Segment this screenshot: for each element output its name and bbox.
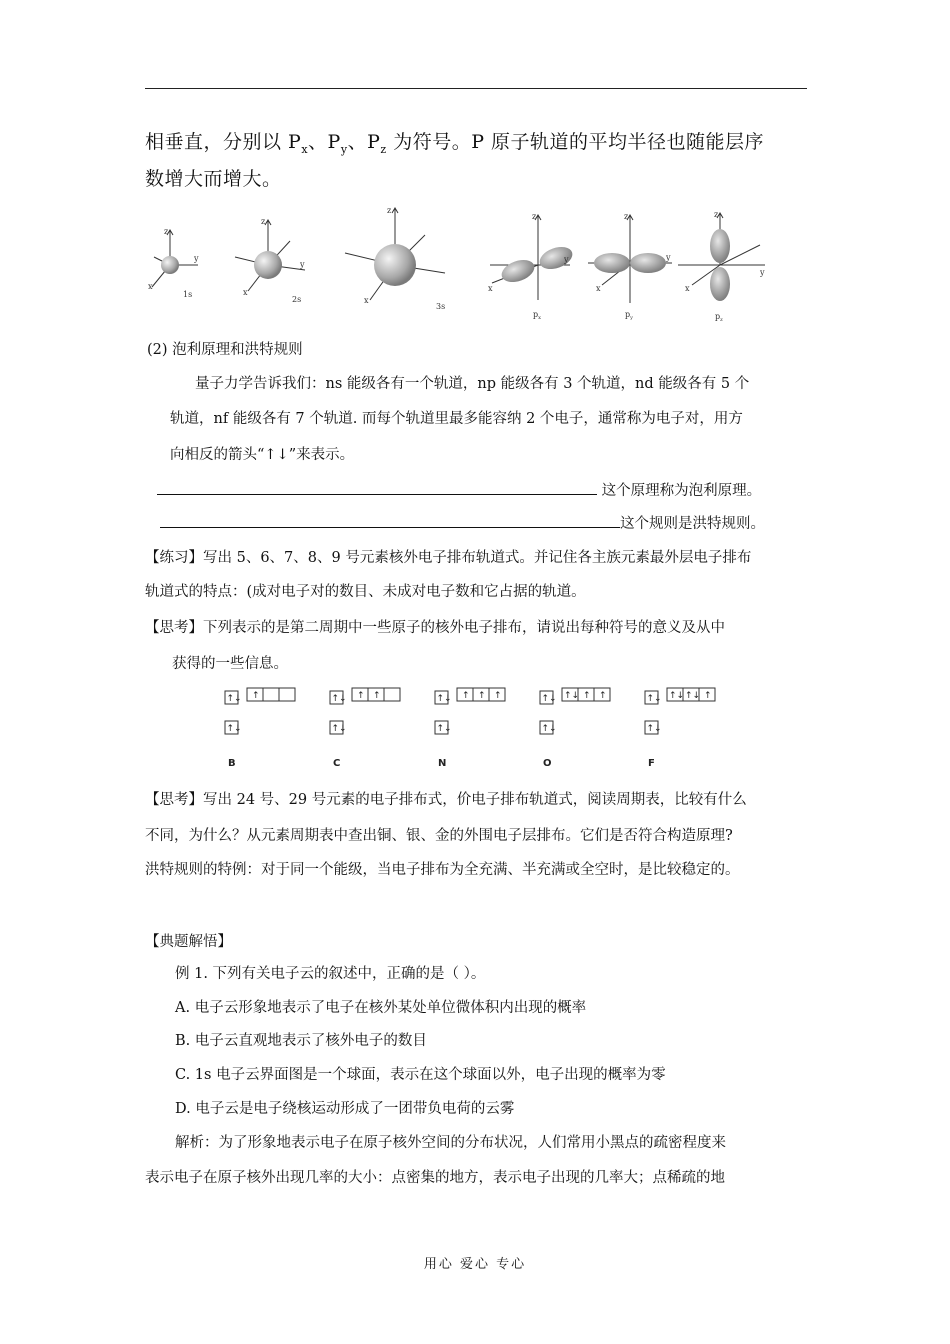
svg-text:x: x <box>148 282 153 291</box>
option-c: C. 1s 电子云界面图是一个球面，表示在这个球面以外，电子出现的概率为零 <box>175 1067 666 1083</box>
svg-text:x: x <box>596 284 601 293</box>
option-a: A. 电子云形象地表示了电子在核外某处单位微体积内出现的概率 <box>175 1000 587 1016</box>
svg-text:z: z <box>261 217 266 226</box>
p-electron: ↑ <box>704 691 712 701</box>
svg-text:x: x <box>685 284 690 293</box>
svg-text:y: y <box>300 260 305 269</box>
answer-blank-1[interactable] <box>157 480 597 495</box>
element-label: O <box>543 758 552 769</box>
element-label: N <box>438 758 447 769</box>
arrow-pair: ↑↓ <box>646 724 662 734</box>
p-box <box>279 688 295 701</box>
arrow-pair: ↑↓ <box>331 724 347 734</box>
practice-line-2: 轨道式的特点：(成对电子对的数目、未成对电子数和它占据的轨道。 <box>145 584 586 600</box>
p-electron: ↑ <box>478 691 486 701</box>
para-line-2: 轨道，nf 能级各有 7 个轨道. 而每个轨道里最多能容纳 2 个电子，通常称为电子对，用方 <box>170 411 743 427</box>
practice-line-1: 【练习】写出 5、6、7、8、9 号元素核外电子排布轨道式。并记住各主族元素最外层电子排布 <box>145 550 752 566</box>
p-electron: ↑↓ <box>669 691 685 701</box>
p-electron: ↑ <box>583 691 591 701</box>
p-electron: ↑ <box>599 691 607 701</box>
orbital-diagram-O <box>540 688 610 769</box>
label-py: $p_y$ <box>625 310 633 321</box>
svg-text:y: y <box>760 268 765 277</box>
intro-line-2: 数增大而增大。 <box>145 168 282 190</box>
header-rule <box>145 88 807 89</box>
think2-line-3: 洪特规则的特例：对于同一个能级，当电子排布为全充满、半充满或全空时，是比较稳定的。 <box>145 862 740 878</box>
orbital-shapes-figure <box>140 205 780 330</box>
p-box <box>263 688 279 701</box>
arrow-pair: ↑↓ <box>436 694 452 704</box>
orbital-box-diagrams <box>215 686 755 776</box>
label-1s: 1s <box>183 290 193 299</box>
page-footer: 用心 爱心 专心 <box>423 1257 527 1272</box>
hund-blank-line: 这个规则是洪特规则。 <box>160 512 765 533</box>
arrow-pair: ↑↓ <box>226 694 242 704</box>
orbital-diagram-F <box>645 688 715 769</box>
p-electron: ↑↓ <box>685 691 701 701</box>
p-electron: ↑ <box>252 691 260 701</box>
label-2s: 2s <box>292 295 302 304</box>
svg-text:y: y <box>564 255 569 264</box>
analysis-line-2: 表示电子在原子核外出现几率的大小：点密集的地方，表示电子出现的几率大；点稀疏的地 <box>145 1170 725 1186</box>
label-px: $p_x$ <box>533 310 541 321</box>
label-3s: 3s <box>436 302 446 311</box>
pauli-blank-line: 这个原理称为泡利原理。 <box>157 479 761 500</box>
svg-text:z: z <box>387 206 392 215</box>
para-line-1: 量子力学告诉我们：ns 能级各有一个轨道，np 能级各有 3 个轨道，nd 能级各有 5 个 <box>195 376 750 392</box>
svg-text:z: z <box>714 210 719 219</box>
p-electron: ↑ <box>357 691 365 701</box>
para-line-3: 向相反的箭头“↑↓”来表示。 <box>170 447 355 463</box>
svg-text:z: z <box>624 212 629 221</box>
option-b: B. 电子云直观地表示了核外电子的数目 <box>175 1033 427 1049</box>
arrow-pair: ↑↓ <box>436 724 452 734</box>
arrow-pair: ↑↓ <box>646 694 662 704</box>
arrow-pair: ↑↓ <box>226 724 242 734</box>
element-label: C <box>333 758 341 769</box>
p-electron: ↑ <box>462 691 470 701</box>
arrow-pair: ↑↓ <box>541 694 557 704</box>
intro-line-1: 相垂直，分别以 $P_x$、$P_y$、$P_z$ 为符号。P 原子轨道的平均半径也随能层序 <box>145 131 765 156</box>
arrow-pair: ↑↓ <box>331 694 347 704</box>
analysis-line-1: 解析：为了形象地表示电子在原子核外空间的分布状况，人们常用小黑点的疏密程度来 <box>175 1135 726 1151</box>
think1-line-1: 【思考】下列表示的是第二周期中一些原子的核外电子排布，请说出每种符号的意义及从中 <box>145 620 725 636</box>
examples-heading: 【典题解悟】 <box>145 934 232 950</box>
p-box <box>384 688 400 701</box>
orbital-diagram-B <box>225 688 295 769</box>
svg-text:z: z <box>532 212 537 221</box>
p-electron: ↑↓ <box>564 691 580 701</box>
think2-line-1: 【思考】写出 24 号、29 号元素的电子排布式，价电子排布轨道式，阅读周期表，比较有什么 <box>145 792 747 808</box>
option-d: D. 电子云是电子绕核运动形成了一团带负电荷的云雾 <box>175 1101 515 1117</box>
element-label: F <box>648 758 655 769</box>
section-heading-pauli-hund: (2) 泡利原理和洪特规则 <box>147 342 303 358</box>
arrow-pair: ↑↓ <box>541 724 557 734</box>
axis-label-z: z <box>164 227 169 236</box>
label-pz: $p_z$ <box>715 312 723 323</box>
svg-text:x: x <box>488 284 493 293</box>
svg-text:y: y <box>666 253 671 262</box>
element-label: B <box>228 758 236 769</box>
p-electron: ↑ <box>494 691 502 701</box>
orbital-diagram-C <box>330 688 400 769</box>
svg-text:x: x <box>364 296 369 305</box>
answer-blank-2[interactable] <box>160 513 620 528</box>
think2-line-2: 不同，为什么？从元素周期表中查出铜、银、金的外围电子层排布。它们是否符合构造原理? <box>145 828 733 844</box>
p-electron: ↑ <box>373 691 381 701</box>
think1-line-2: 获得的一些信息。 <box>172 656 288 672</box>
svg-text:y: y <box>194 254 199 263</box>
example-1-question: 例 1. 下列有关电子云的叙述中，正确的是（ ）。 <box>175 966 486 982</box>
orbital-diagram-N <box>435 688 505 769</box>
svg-text:x: x <box>243 288 248 297</box>
